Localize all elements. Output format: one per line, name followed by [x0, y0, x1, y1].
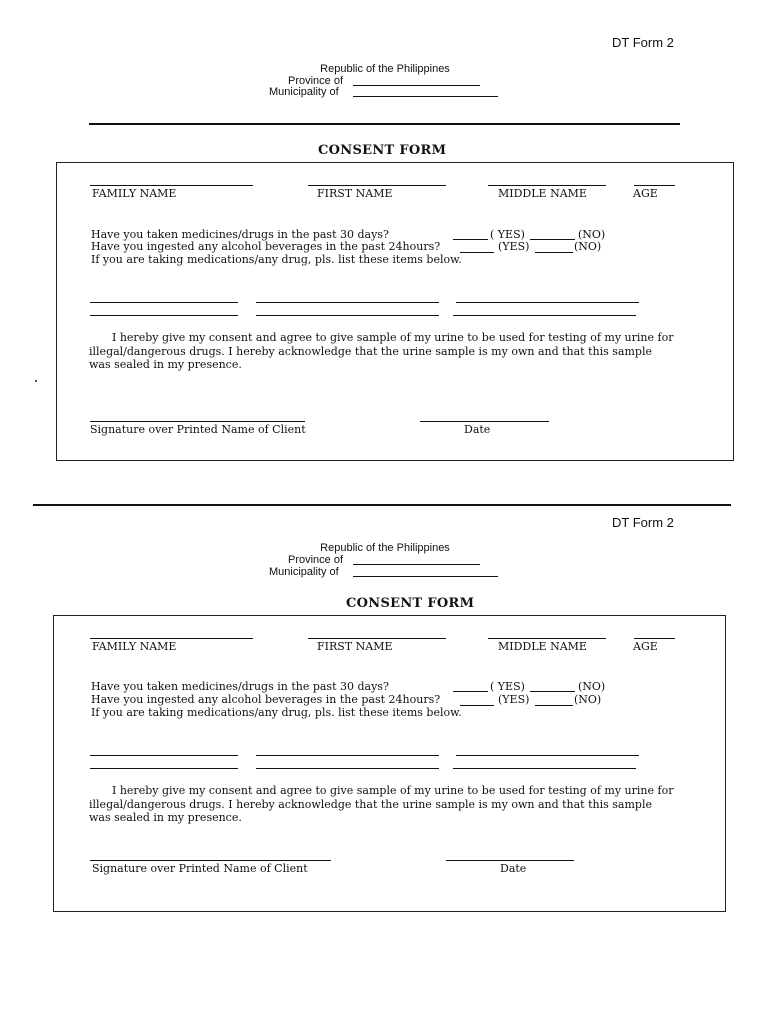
family-name-line[interactable] — [90, 185, 253, 186]
stray-dot — [35, 380, 37, 382]
date-line[interactable] — [446, 860, 574, 861]
question-alcohol: Have you ingested any alcohol beverages in the past 24hours? — [91, 240, 441, 253]
form-title: CONSENT FORM — [346, 596, 475, 611]
q2-yes-label: (YES) — [498, 693, 530, 706]
medications-instruction: If you are taking medications/any drug, pls. list these items below. — [91, 706, 462, 719]
family-name-label: FAMILY NAME — [92, 187, 177, 200]
consent-line-3: was sealed in my presence. — [89, 358, 242, 371]
date-label: Date — [464, 423, 491, 436]
q2-yes-line[interactable] — [460, 252, 494, 253]
medication-line[interactable] — [256, 315, 439, 316]
middle-name-line[interactable] — [488, 185, 606, 186]
date-line[interactable] — [420, 421, 549, 422]
family-name-label: FAMILY NAME — [92, 640, 177, 653]
first-name-label: FIRST NAME — [317, 640, 393, 653]
form-number: DT Form 2 — [612, 515, 674, 530]
consent-line-3: was sealed in my presence. — [89, 811, 242, 824]
first-name-line[interactable] — [308, 185, 446, 186]
age-label: AGE — [633, 187, 658, 200]
q1-no-line[interactable] — [530, 239, 575, 240]
medication-line[interactable] — [90, 302, 238, 303]
medication-line[interactable] — [453, 768, 636, 769]
municipality-line[interactable] — [353, 96, 498, 97]
question-medicines: Have you taken medicines/drugs in the past 30 days? — [91, 680, 389, 693]
q1-yes-line[interactable] — [453, 239, 488, 240]
province-label: Province of — [288, 554, 344, 566]
middle-name-label: MIDDLE NAME — [498, 187, 587, 200]
first-name-line[interactable] — [308, 638, 446, 639]
question-medicines: Have you taken medicines/drugs in the past 30 days? — [91, 228, 389, 241]
q2-no-label: (NO) — [574, 240, 602, 253]
q1-no-label: (NO) — [578, 228, 606, 241]
age-line[interactable] — [634, 638, 675, 639]
republic-line: Republic of the Philippines — [320, 63, 450, 75]
medication-line[interactable] — [90, 315, 238, 316]
medication-line[interactable] — [456, 755, 639, 756]
medication-line[interactable] — [256, 755, 439, 756]
consent-line-1: I hereby give my consent and agree to give sample of my urine to be used for testing of my urine for — [112, 784, 674, 797]
family-name-line[interactable] — [90, 638, 253, 639]
middle-name-line[interactable] — [488, 638, 606, 639]
signature-label: Signature over Printed Name of Client — [92, 862, 308, 875]
q2-yes-line[interactable] — [460, 705, 494, 706]
form-box — [56, 162, 734, 461]
republic-line: Republic of the Philippines — [320, 542, 450, 554]
q1-yes-label: ( YES) — [490, 680, 525, 693]
q1-yes-line[interactable] — [453, 691, 488, 692]
q1-no-label: (NO) — [578, 680, 606, 693]
municipality-line[interactable] — [353, 576, 498, 577]
medications-instruction: If you are taking medications/any drug, pls. list these items below. — [91, 253, 462, 266]
signature-line[interactable] — [90, 421, 305, 422]
province-label: Province of — [288, 75, 344, 87]
forms-separator — [33, 504, 731, 506]
signature-label: Signature over Printed Name of Client — [90, 423, 306, 436]
age-label: AGE — [633, 640, 658, 653]
medication-line[interactable] — [256, 302, 439, 303]
medication-line[interactable] — [90, 755, 238, 756]
header-divider — [89, 123, 680, 125]
medication-line[interactable] — [256, 768, 439, 769]
form-title: CONSENT FORM — [318, 143, 447, 158]
middle-name-label: MIDDLE NAME — [498, 640, 587, 653]
medication-line[interactable] — [456, 302, 639, 303]
q1-no-line[interactable] — [530, 691, 575, 692]
consent-line-1: I hereby give my consent and agree to give sample of my urine to be used for testing of my urine for — [112, 331, 674, 344]
consent-line-2: illegal/dangerous drugs. I hereby acknowledge that the urine sample is my own and that this sample — [89, 345, 652, 358]
q2-no-line[interactable] — [535, 705, 573, 706]
age-line[interactable] — [634, 185, 675, 186]
medication-line[interactable] — [90, 768, 238, 769]
question-alcohol: Have you ingested any alcohol beverages in the past 24hours? — [91, 693, 441, 706]
medication-line[interactable] — [453, 315, 636, 316]
consent-line-2: illegal/dangerous drugs. I hereby acknowledge that the urine sample is my own and that this sample — [89, 798, 652, 811]
first-name-label: FIRST NAME — [317, 187, 393, 200]
signature-line[interactable] — [90, 860, 331, 861]
form-number: DT Form 2 — [612, 35, 674, 50]
q2-no-label: (NO) — [574, 693, 602, 706]
q2-no-line[interactable] — [535, 252, 573, 253]
municipality-label: Municipality of — [269, 86, 339, 98]
q2-yes-label: (YES) — [498, 240, 530, 253]
province-line[interactable] — [353, 564, 480, 565]
municipality-label: Municipality of — [269, 566, 339, 578]
province-line[interactable] — [353, 85, 480, 86]
q1-yes-label: ( YES) — [490, 228, 525, 241]
date-label: Date — [500, 862, 527, 875]
